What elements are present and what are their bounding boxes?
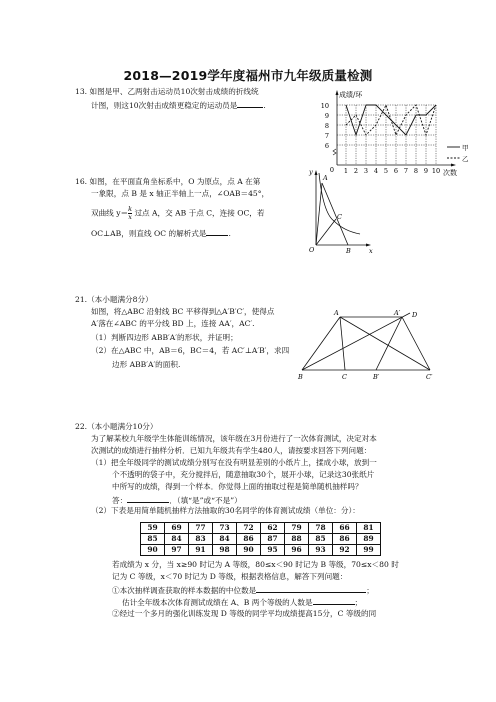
score-cell: 84 xyxy=(213,534,237,545)
q21-line-5: （2）在△ABC 中，AB＝6，BC＝4，若 AC′⊥A′B′，求四 xyxy=(91,346,290,355)
q22-line-13: ②经过一个多月的强化训练发现 D 等级的同学平均成绩提高15分，C 等级的同 xyxy=(112,609,377,618)
segment-oc xyxy=(316,219,336,245)
legend-yi-label: 乙 xyxy=(462,155,469,163)
score-cell: 86 xyxy=(333,534,357,545)
q22-line-11 xyxy=(112,584,374,596)
score-cell: 73 xyxy=(213,523,237,534)
fraction-numerator: k xyxy=(128,205,133,213)
q13-line-1: 13. 如图是甲、乙两射击运动员10次射击成绩的折线统 xyxy=(75,87,259,96)
axis-break-mark xyxy=(333,149,336,155)
label-y: y xyxy=(309,168,313,176)
estimate-answer-blank xyxy=(313,596,355,605)
score-cell: 81 xyxy=(357,523,381,534)
score-cell: 86 xyxy=(237,534,261,545)
segment-ab xyxy=(322,183,348,245)
x-tick-8: 8 xyxy=(413,167,419,175)
score-cell: 90 xyxy=(141,545,165,556)
score-cell: 85 xyxy=(309,534,333,545)
score-cell: 88 xyxy=(285,534,309,545)
label-b: B xyxy=(298,373,303,381)
q22-line-1: 22.（本小题满分10分） xyxy=(75,422,158,431)
page-title: 2018—2019学年度福州市九年级质量检测 xyxy=(123,68,373,83)
q16-line-4 xyxy=(91,227,231,239)
score-cell: 89 xyxy=(357,534,381,545)
q22-line-4: （1）把全年级同学的测试成绩分别写在没有明显差别的小纸片上，揉成小球，放到一 xyxy=(91,458,377,467)
q22-line-10: 记为 C 等级，x＜70 时记为 D 等级，根据表格信息，解答下列问题： xyxy=(112,572,348,581)
chart-series xyxy=(346,105,436,135)
q16-line-3 xyxy=(91,206,264,221)
label-o: O xyxy=(309,246,315,254)
legend-jia-label: 甲 xyxy=(462,144,469,152)
score-cell: 91 xyxy=(189,545,213,556)
q16-question-text: OC⊥AB，则直线 OC 的解析式是 xyxy=(91,229,207,238)
y-tick-8: 8 xyxy=(324,122,329,130)
x-tick-10: 10 xyxy=(431,167,441,175)
score-cell: 77 xyxy=(189,523,213,534)
score-cell: 78 xyxy=(309,523,333,534)
answer-hint: ．（填“是”或“不是”） xyxy=(169,496,242,505)
score-cell: 62 xyxy=(261,523,285,534)
q13-answer-blank xyxy=(237,99,266,110)
segment-ac xyxy=(340,317,345,370)
label-d: D xyxy=(412,311,418,319)
score-cell: 92 xyxy=(333,545,357,556)
median-question: ①本次抽样调查获取的样本数据的中位数是 xyxy=(112,586,257,595)
score-cell: 87 xyxy=(261,534,285,545)
q22-line-2: 为了解某校九年级学生体能训练情况，该年级在3月份进行了一次体育测试，决定对本 xyxy=(91,434,377,443)
table-row xyxy=(141,545,381,556)
q13-period: . xyxy=(263,101,266,110)
q16-period: . xyxy=(228,229,231,238)
fraction-denominator: x xyxy=(128,213,132,221)
answer-prefix: 答： xyxy=(112,496,128,505)
q22-line-6: 中所写的成绩，得到一个样本．你觉得上面的抽取过程是简单随机抽样吗？ xyxy=(112,482,363,491)
y-axis-arrow xyxy=(315,170,318,175)
q13-line-2 xyxy=(91,99,266,111)
series-yi xyxy=(346,105,436,135)
score-cell: 90 xyxy=(237,545,261,556)
q13-text: 计图，则这10次射击成绩更稳定的运动员是 xyxy=(91,101,238,110)
median-semicolon: ； xyxy=(366,586,374,595)
chart-grid xyxy=(337,105,436,165)
origin-label: 0 xyxy=(329,166,334,174)
hyperbola-text: 双曲线 y＝ xyxy=(91,208,129,218)
q21-line-1: 21.（本小题满分8分） xyxy=(75,295,153,304)
y-tick-7: 7 xyxy=(324,132,329,140)
q22-line-7 xyxy=(112,494,242,506)
table-row xyxy=(141,534,381,545)
score-cell: 69 xyxy=(165,523,189,534)
x-tick-4: 4 xyxy=(373,167,379,175)
label-c-prime: C′ xyxy=(426,373,433,381)
x-axis-label: 次数 xyxy=(443,169,457,177)
score-cell: 59 xyxy=(141,523,165,534)
segment-oa xyxy=(316,183,322,245)
q22-line-3: 次测试的成绩进行抽样分析．已知九年级共有学生480人，请按要求回答下列问题： xyxy=(91,446,372,455)
segment-ac2 xyxy=(340,317,430,370)
x-tick-1: 1 xyxy=(343,167,349,175)
q21-line-2: 如图，将△ABC 沿射线 BC 平移得到△A′B′C′，使得点 xyxy=(91,307,275,316)
scores-table xyxy=(140,522,381,556)
q16-line-2: 一象限，点 B 是 x 轴正半轴上一点，∠OAB＝45°， xyxy=(91,189,270,198)
x-tick-2: 2 xyxy=(353,167,359,175)
label-c: C xyxy=(342,373,347,381)
label-a: A xyxy=(323,174,328,182)
estimate-semicolon: ； xyxy=(354,598,363,607)
score-cell: 98 xyxy=(213,545,237,556)
translation-figure xyxy=(290,305,440,385)
y-tick-6: 6 xyxy=(324,142,329,150)
score-cell: 72 xyxy=(237,523,261,534)
label-a-prime: A′ xyxy=(394,309,401,317)
x-tick-3: 3 xyxy=(363,167,369,175)
q22-line-12 xyxy=(122,596,362,608)
q21-line-6: 边形 ABB′A′的面积. xyxy=(112,360,181,369)
q16-line-1: 16. 如图，在平面直角坐标系中，O 为原点，点 A 在第 xyxy=(75,177,261,186)
q21-line-4: （1）判断四边形 ABB′A′的形状，并证明； xyxy=(91,333,238,342)
score-cell: 79 xyxy=(285,523,309,534)
label-b-prime: B′ xyxy=(373,373,380,381)
x-tick-9: 9 xyxy=(423,167,429,175)
label-b: B xyxy=(346,247,351,255)
score-cell: 85 xyxy=(141,534,165,545)
label-c: C xyxy=(337,213,342,221)
x-tick-5: 5 xyxy=(383,167,389,175)
y-tick-9: 9 xyxy=(324,112,329,120)
bisector-bd xyxy=(302,313,410,370)
x-axis-arrow xyxy=(451,164,456,167)
score-cell: 93 xyxy=(309,545,333,556)
y-axis-label: 成绩/环 xyxy=(339,91,363,99)
score-cell: 83 xyxy=(189,534,213,545)
q16-answer-blank xyxy=(206,227,231,238)
median-answer-blank xyxy=(256,584,366,593)
table-row xyxy=(141,523,381,534)
q22-line-8: （2）下表是用简单随机抽样方法抽取的30名同学的体育测试成绩（单位：分）： xyxy=(91,506,360,515)
x-tick-6: 6 xyxy=(393,167,399,175)
label-x: x xyxy=(369,247,373,255)
score-cell: 95 xyxy=(261,545,285,556)
segment-ab xyxy=(302,317,340,370)
q22-line-5: 个不透明的袋子中，充分搅拌后，随意抽取30个，展开小球，记录这30张纸片 xyxy=(112,470,375,479)
q21-line-3: A′落在∠ABC 的平分线 BD 上，连接 AA′，AC′. xyxy=(91,319,255,328)
score-cell: 66 xyxy=(333,523,357,534)
x-tick-7: 7 xyxy=(403,167,409,175)
coordinate-figure xyxy=(300,165,375,255)
score-cell: 97 xyxy=(165,545,189,556)
label-a: A xyxy=(334,309,339,317)
hyperbola-text-2: 过点 A，交 AB 于点 C，连接 OC，若 xyxy=(132,208,265,218)
q22-1-answer-blank xyxy=(127,494,169,503)
estimate-question: 估计全年级本次体育测试成绩在 A、B 两个等级的人数是 xyxy=(122,598,313,607)
score-cell: 99 xyxy=(357,545,381,556)
score-cell: 96 xyxy=(285,545,309,556)
q22-line-9: 若成绩为 x 分，当 x≥90 时记为 A 等级，80≤x＜90 时记为 B 等级，70≤x＜80 时 xyxy=(112,560,399,569)
y-tick-10: 10 xyxy=(320,102,329,110)
segment-a2b2 xyxy=(376,317,402,370)
score-cell: 84 xyxy=(165,534,189,545)
